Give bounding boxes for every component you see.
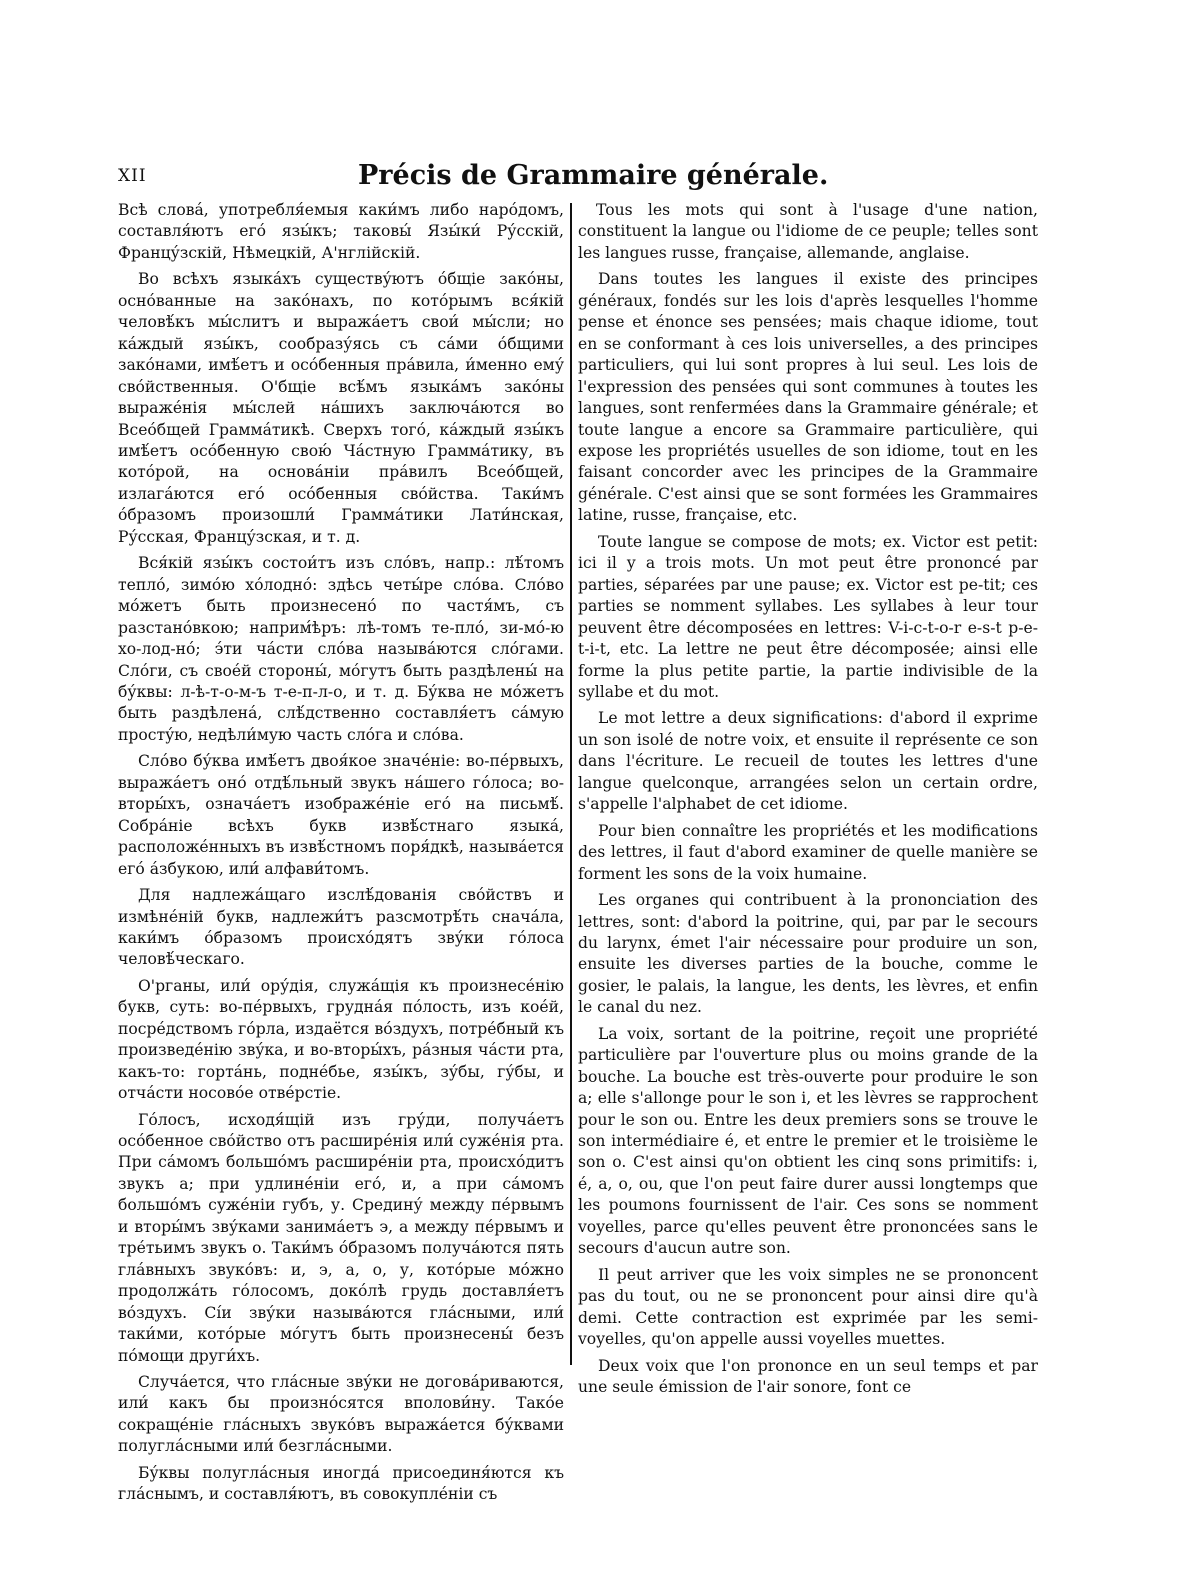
paragraph: La voix, sortant de la poitrine, reçoit une propriété particulière par l'ouverture plus ou moins grande de la bouche. La bouche est très-ouverte pour produire le son a; elle s'allonge pour le son i, et les lèvres se rapprochent pour le son ou. Entre les deux premiers sons se trouve le son intermédiaire é, et entre le premier et le troisième le son o. C'est ainsi qu'on obtient les cinq sons primitifs: i, é, a, o, ou, que l'on peut faire durer aussi longtemps que les poumons fournissent de l'air. Ces sons se nomment voyelles, parce qu'elles peuvent être prononcées sans le secours d'aucun autre son. [578, 1024, 1038, 1258]
paragraph: Бу́квы полугла́сныя иногда́ присоединя́ются къ гла́снымъ, и составля́ютъ, въ совокупле́ніи съ [118, 1463, 564, 1504]
paragraph: Toute langue se compose de mots; ex. Victor est petit: ici il y a trois mots. Un mot peut être prononcé par parties, séparées par une pause; ex. Victor est pe-tit; ces parties se nomment syllabes. Les syllabes à leur tour peuvent être décomposées en lettres: V-i-c-t-o-r e-s-t p-e-t-i-t, etc. La lettre ne peut être décomposée; ainsi elle forme la plus petite partie, la partie indivisible de la syllabe et du mot. [578, 532, 1038, 701]
paragraph: О'рганы, или́ ору́дія, служа́щія къ произнесе́нію букв, суть: во-пе́рвыхъ, грудна́я по́лость, изъ кое́й, посре́дствомъ го́рла, издаётся во́здухъ, потре́бный къ произведе́нію зву́ка, и во-вторы́хъ, ра́зныя ча́сти рта, какъ-то: горта́нь, подне́бье, язы́къ, зу́бы, гу́бы, и отча́сти носово́е отве́рстіе. [118, 976, 564, 1103]
french-text-column [578, 200, 1038, 1397]
paragraph: Во всѣхъ языка́хъ существу́ютъ о́бщіе зако́ны, осно́ванные на зако́нахъ, по кото́рымъ вся́кій человѣ́къ мы́слитъ и выража́етъ свои́ мы́сли; но ка́ждый язы́къ, сообразу́ясь съ са́ми о́бщими зако́нами, имѣ́етъ и осо́бенныя пра́вила, и́менно ему́ сво́йственныя. О'бщіе всѣ́мъ языка́мъ зако́ны выраже́нія мы́слей на́шихъ заключа́ются во Всео́бщей Грамма́тикѣ. Сверхъ того́, ка́ждый язы́къ имѣ́етъ осо́бенную свою́ Ча́стную Грамма́тику, въ кото́рой, на основа́ніи пра́вилъ Всео́бщей, излага́ются его́ осо́бенныя сво́йства. Таки́мъ о́бразомъ произошли́ Грамма́тики Лати́нская, Ру́сская, Францу́зская, и т. д. [118, 270, 564, 546]
paragraph: Tous les mots qui sont à l'usage d'une nation, constituent la langue ou l'idiome de ce peuple; telles sont les langues russe, française, allemande, anglaise. [578, 201, 1038, 262]
paragraph: Вся́кій язы́къ состои́тъ изъ сло́въ, напр.: лѣ́томъ тепло́, зимо́ю хо́лодно́: здѣсь четы́ре сло́ва. Сло́во мо́жетъ быть произнесено́ по частя́мъ, съ разстано́вкою; наприм́ѣръ: лѣ-томъ те-пло́, зи-мо́-ю хо-лод-но́; э́ти ча́сти сло́ва называ́ются сло́гами. Сло́ги, съ свое́й стороны́, мо́гутъ быть раздѣлены́ на бу́квы: л-ѣ-т-о-м-ъ т-е-п-л-о, и т. д. Бу́ква не мо́жетъ быть раздѣлена́, слѣ́дственно составля́етъ са́мую просту́ю, недѣли́мую часть сло́га и сло́ва. [118, 554, 564, 744]
paragraph: Les organes qui contribuent à la prononciation des lettres, sont: d'abord la poitrine, qui, par par le secours du larynx, émet l'air nécessaire pour produire un son, ensuite les diverses parties de la bouche, comme le gosier, le palais, la langue, les dents, les lèvres, et enfin le canal du nez. [578, 891, 1038, 1017]
paragraph: Всѣ слова́, употребля́емыя каки́мъ либо наро́домъ, составля́ютъ его́ язы́къ; таковы́ Язы́ки́ Ру́сскій, Францу́зскій, Нѣмецкій, А'нглійскій. [118, 201, 564, 262]
russian-text-column [118, 200, 564, 1504]
paragraph: Сло́во бу́ква имѣ́етъ двоя́кое значе́ніе: во-пе́рвыхъ, выража́етъ оно́ отдѣ́льный звукъ на́шего го́лоса; во-вторы́хъ, означа́етъ изображе́ніе его́ на письмѣ́. Собра́ніе всѣхъ букв извѣ́стнаго языка́, расположе́нныхъ въ извѣ́стномъ поря́дкѣ, называ́ется его́ а́збукою, или́ алфави́томъ. [118, 752, 564, 878]
paragraph: Le mot lettre a deux significations: d'abord il exprime un son isolé de notre voix, et ensuite il représente ce son dans l'écriture. Le recueil de toutes les lettres d'une langue quelconque, arrangées selon un certain ordre, s'appelle l'alphabet de cet idiome. [578, 709, 1038, 814]
paragraph: Pour bien connaître les propriétés et les modifications des lettres, il faut d'abord examiner de quelle manière se forment les sons de la voix humaine. [578, 821, 1038, 883]
paragraph: Il peut arriver que les voix simples ne se prononcent pas du tout, ou ne se prononcent pour ainsi dire qu'à demi. Cette contraction est exprimée par les semi-voyelles, qu'on appelle aussi voyelles muettes. [578, 1265, 1038, 1349]
paragraph: Случа́ется, что гла́сные зву́ки не догова́риваются, или́ какъ бы произно́сятся вполови́ну. Тако́е сокраще́ніе гла́сныхъ звуко́въ выража́ется бу́квами полугла́сными или́ безгла́сными. [118, 1373, 564, 1456]
page-header [118, 160, 1038, 196]
page-title: Précis de Grammaire générale. [358, 160, 829, 191]
paragraph: Deux voix que l'on prononce en un seul temps et par une seule émission de l'air sonore, font ce [578, 1356, 1038, 1397]
page-number: XII [118, 166, 147, 186]
paragraph: Dans toutes les langues il existe des principes généraux, fondés sur les lois d'après lesquelles l'homme pense et énonce ses pensées; mais chaque idiome, tout en se conformant à ces lois universelles, a des principes particuliers, qui lui sont propres à lui seul. Les lois de l'expression des pensées qui sont communes à toutes les langues, sont renfermées dans la Grammaire générale; et toute langue a encore sa Grammaire particulière, qui expose les propriétés usuelles de son idiome, tout en les faisant concorder avec les principes de la Grammaire générale. C'est ainsi que se sont formées les Grammaires latine, russe, française, etc. [578, 270, 1038, 525]
paragraph: Для надлежа́щаго изслѣ́дованія сво́йствъ и измѣне́ній букв, надлежи́тъ разсмотрѣ́ть снача́ла, каки́мъ о́бразомъ происхо́дятъ зву́ки го́лоса человѣ́ческаго. [118, 886, 564, 969]
paragraph: Го́лосъ, исходя́щій изъ гру́ди, получа́етъ осо́бенное сво́йство отъ расшире́нія или́ суже́нія рта. При са́момъ большо́мъ расшире́ніи рта, происхо́дитъ звукъ а; при удлине́ніи его́, и, а при са́момъ большо́мъ суже́ніи губъ, у. Средину́ между пе́рвымъ и вторы́мъ зву́ками занима́етъ э, а между пе́рвымъ и тре́тьимъ звукъ о. Таки́мъ о́бразомъ получа́ются пять гла́вныхъ звуко́въ: и, э, а, о, у, кото́рые мо́жно продолжа́ть го́лосомъ, доко́лѣ грудь доставля́етъ во́здухъ. Сі́и зву́ки называ́ются гла́сными, или́ таки́ми, кото́рые мо́гутъ быть произнесены́ безъ по́мощи други́хъ. [118, 1110, 564, 1365]
column-divider [570, 203, 572, 1365]
